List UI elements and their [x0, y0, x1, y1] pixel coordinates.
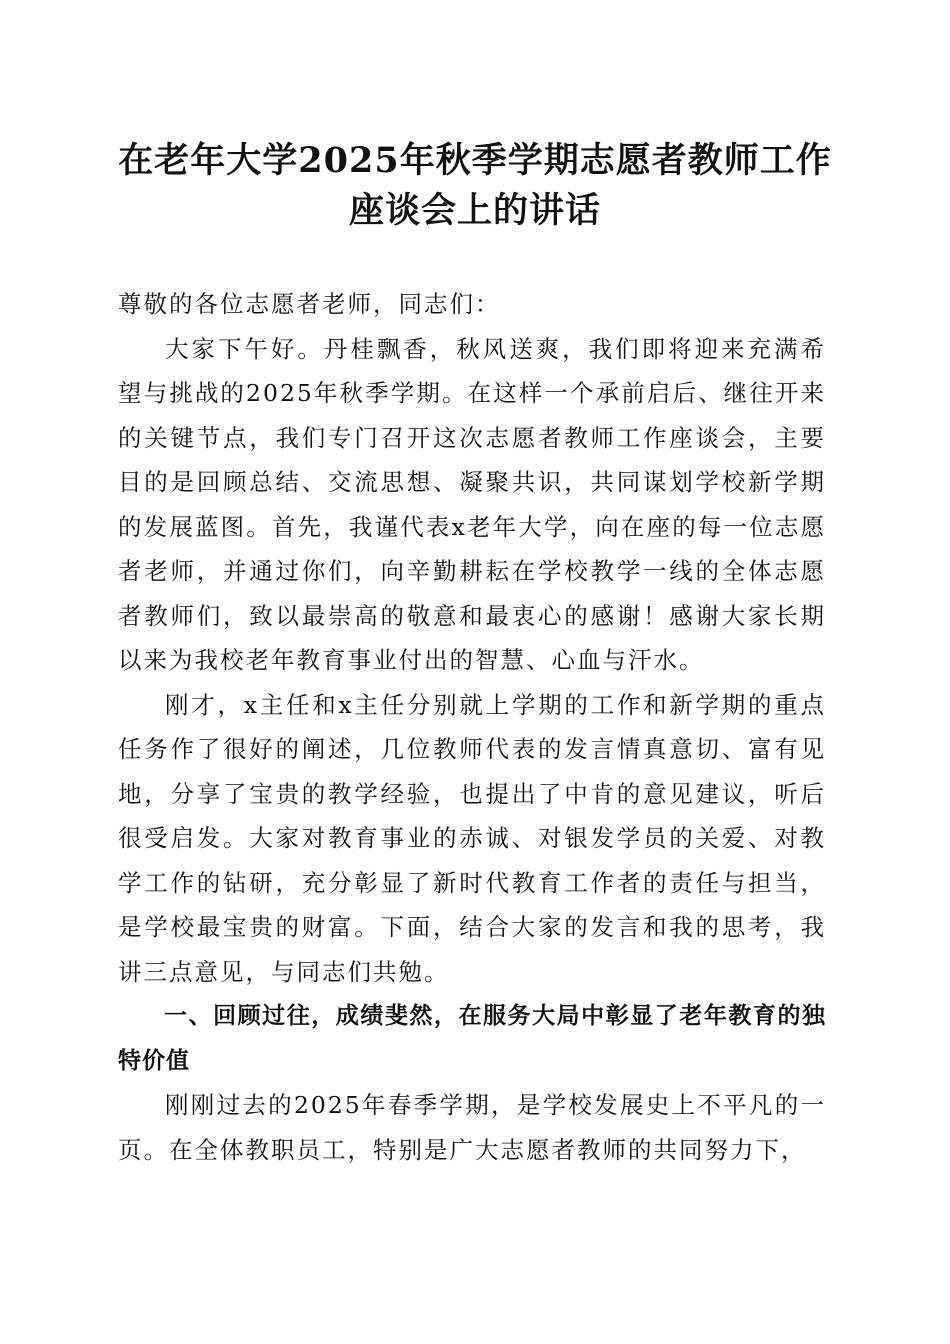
- title-line-1: 在老年大学2025年秋季学期志愿者教师工作: [118, 140, 832, 181]
- document-title: [110, 136, 840, 236]
- section-heading: 一、回顾过往，成绩斐然，在服务大局中彰显了老年教育的独特价值: [118, 1003, 826, 1074]
- title-line-2: 座谈会上的讲话: [348, 190, 601, 231]
- paragraph-intro: 刚才，x主任和x主任分别就上学期的工作和新学期的重点任务作了很好的阐述，几位教师代表的发言情真意切、富有见地，分享了宝贵的教学经验，也提出了中肯的意见建议，听后很受启发。大家对教育事业的赤诚、对银发学员的关爱、对教学工作的钻研，充分彰显了新时代教育工作者的责任与担当，是学校最宝贵的财富。下面，结合大家的发言和我的思考，我讲三点意见，与同志们共勉。: [118, 690, 826, 986]
- paragraph-opening: 大家下午好。丹桂飘香，秋风送爽，我们即将迎来充满希望与挑战的2025年秋季学期。在这样一个承前启后、继往开来的关键节点，我们专门召开这次志愿者教师工作座谈会，主要目的是回顾总结、交流思想、凝聚共识，共同谋划学校新学期的发展蓝图。首先，我谨代表x老年大学，向在座的每一位志愿者老师，并通过你们，向辛勤耕耘在学校教学一线的全体志愿者教师们，致以最崇高的敬意和最衷心的感谢！感谢大家长期以来为我校老年教育事业付出的智慧、心血与汗水。: [118, 334, 826, 674]
- salutation: 尊敬的各位志愿者老师，同志们：: [118, 290, 501, 318]
- document-body: [118, 282, 826, 1172]
- paragraph-section-one: 刚刚过去的2025年春季学期，是学校发展史上不平凡的一页。在全体教职员工，特别是广大志愿者教师的共同努力下，: [118, 1091, 826, 1164]
